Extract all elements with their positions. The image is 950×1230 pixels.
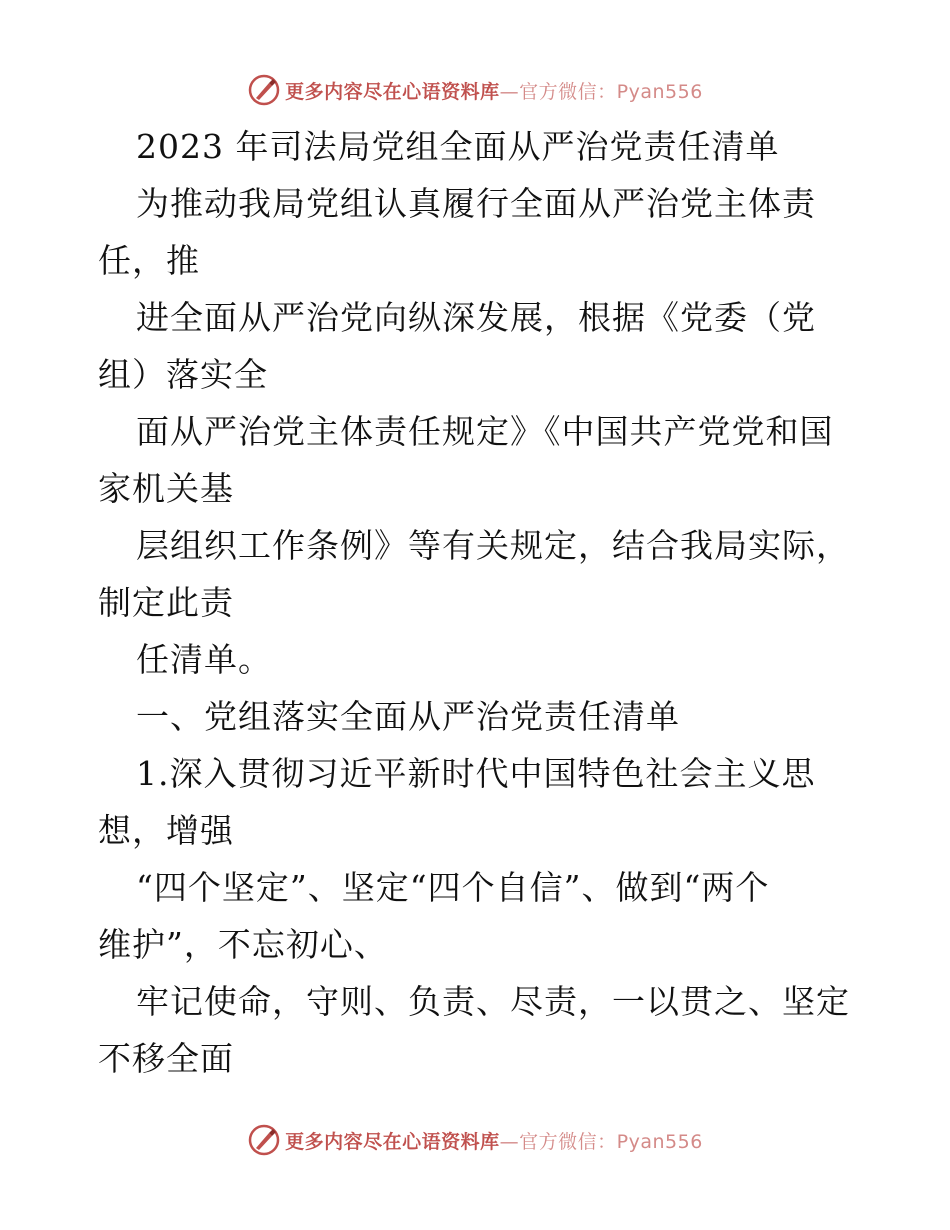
paragraph-line: 家机关基 bbox=[98, 469, 234, 508]
paragraph-line: 制定此责 bbox=[98, 583, 234, 622]
watermark-main-text: 更多内容尽在心语资料库 bbox=[285, 80, 500, 103]
paragraph-line: 维护”，不忘初心、 bbox=[98, 925, 388, 964]
watermark-sub-text: —官方微信：Pyan556 bbox=[499, 1130, 703, 1153]
document-body bbox=[98, 118, 858, 1087]
paragraph-line: “四个坚定”、坚定“四个自信”、做到“两个 bbox=[136, 868, 770, 907]
watermark-header bbox=[0, 70, 950, 110]
pen-logo-icon bbox=[247, 1123, 281, 1157]
paragraph-line: 进全面从严治党向纵深发展，根据《党委（党 bbox=[136, 298, 816, 337]
paragraph-line: 组）落实全 bbox=[98, 355, 268, 394]
paragraph-line: 层组织工作条例》等有关规定，结合我局实际， bbox=[136, 526, 850, 565]
pen-logo-icon bbox=[247, 73, 281, 107]
watermark-sub-text: —官方微信：Pyan556 bbox=[499, 80, 703, 103]
paragraph-line: 1.深入贯彻习近平新时代中国特色社会主义思 bbox=[136, 754, 816, 793]
document-title: 2023 年司法局党组全面从严治党责任清单 bbox=[136, 127, 780, 166]
paragraph-line: 任清单。 bbox=[136, 640, 272, 679]
paragraph-line: 为推动我局党组认真履行全面从严治党主体责 bbox=[136, 184, 816, 223]
paragraph-line: 不移全面 bbox=[98, 1039, 234, 1078]
paragraph-line: 面从严治党主体责任规定》《中国共产党党和国 bbox=[136, 412, 834, 451]
watermark-main-text: 更多内容尽在心语资料库 bbox=[285, 1130, 500, 1153]
paragraph-line: 一、党组落实全面从严治党责任清单 bbox=[136, 697, 680, 736]
paragraph-line: 牢记使命，守则、负责、尽责，一以贯之、坚定 bbox=[136, 982, 850, 1021]
watermark-footer bbox=[0, 1120, 950, 1160]
paragraph-line: 任，推 bbox=[98, 241, 200, 280]
paragraph-line: 想，增强 bbox=[98, 811, 234, 850]
